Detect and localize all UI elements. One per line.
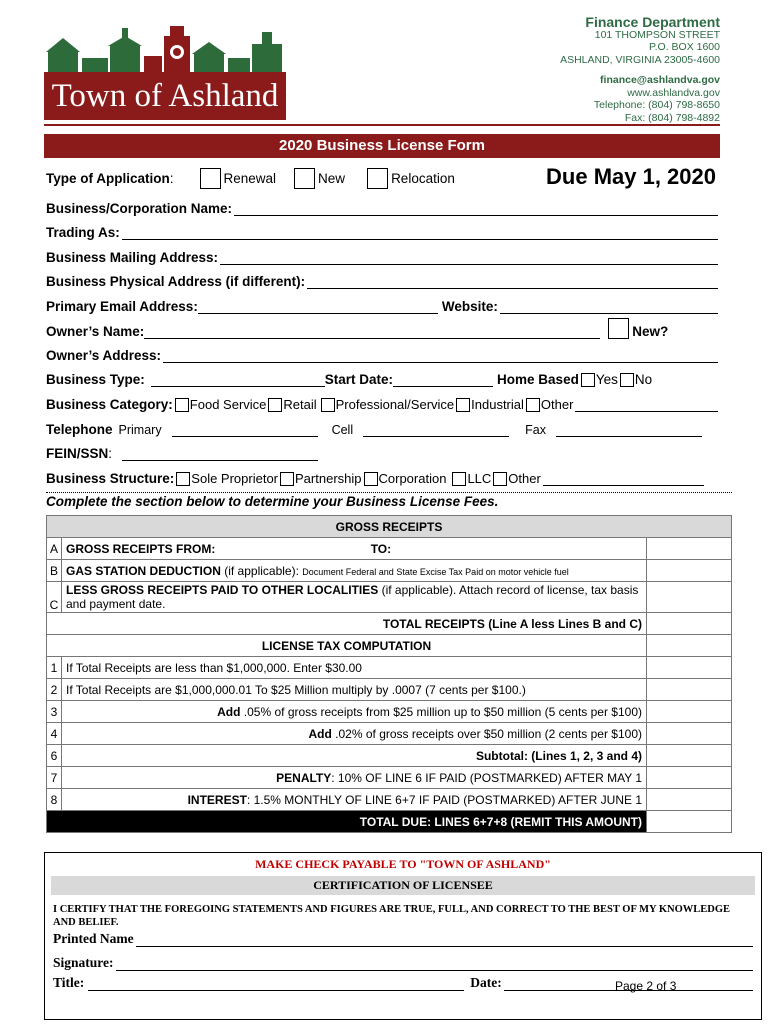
mailing-address-label: Business Mailing Address: xyxy=(46,250,219,265)
trading-as-label: Trading As: xyxy=(46,225,120,240)
other-category-checkbox[interactable] xyxy=(526,398,540,412)
line-2-text: If Total Receipts are $1,000,000.01 To $25 Million multiply by .0007 (7 cents per $100.) xyxy=(62,679,647,701)
retail-checkbox[interactable] xyxy=(268,398,282,412)
llc-label: LLC xyxy=(467,471,492,486)
line-a-amount[interactable] xyxy=(647,538,732,560)
email-field[interactable] xyxy=(198,299,438,314)
row-number: 4 xyxy=(47,723,62,745)
table-row xyxy=(47,657,732,679)
gas-station-cell xyxy=(62,560,647,582)
total-due-amount[interactable] xyxy=(647,811,732,833)
table-row xyxy=(47,560,732,582)
other-structure-checkbox[interactable] xyxy=(493,472,507,486)
line-1-amount[interactable] xyxy=(647,657,732,679)
sole-proprietor-checkbox[interactable] xyxy=(176,472,190,486)
row-number: 7 xyxy=(47,767,62,789)
professional-checkbox[interactable] xyxy=(321,398,335,412)
table-row xyxy=(47,745,732,767)
gross-receipts-from-label: GROSS RECEIPTS FROM: xyxy=(66,541,216,556)
line-4-amount[interactable] xyxy=(647,723,732,745)
total-due-label: TOTAL DUE: LINES 6+7+8 (REMIT THIS AMOUNT) xyxy=(47,811,647,833)
mailing-address-field[interactable] xyxy=(220,250,718,265)
table-row xyxy=(47,679,732,701)
owner-name-label: Owner’s Name: xyxy=(46,324,145,339)
row-number: C xyxy=(47,582,62,613)
industrial-checkbox[interactable] xyxy=(456,398,470,412)
printed-name-row xyxy=(53,931,753,947)
relocation-checkbox[interactable] xyxy=(367,168,388,189)
food-service-checkbox[interactable] xyxy=(175,398,189,412)
business-name-row xyxy=(46,196,718,216)
town-logo xyxy=(44,22,286,120)
table-row xyxy=(47,723,732,745)
telephone-row xyxy=(46,417,718,437)
penalty-cell xyxy=(62,767,647,789)
email-website-row xyxy=(46,294,718,314)
table-row xyxy=(47,789,732,811)
certification-header: CERTIFICATION OF LICENSEE xyxy=(51,876,755,895)
penalty-label: PENALTY xyxy=(276,770,332,785)
corporation-label: Corporation xyxy=(378,471,447,486)
owner-new-label: New? xyxy=(632,324,669,339)
title-label: Title: xyxy=(53,975,85,990)
start-date-field[interactable] xyxy=(393,372,493,387)
dotted-divider xyxy=(46,492,732,493)
gas-station-paren: (if applicable): xyxy=(220,563,303,578)
business-name-label: Business/Corporation Name: xyxy=(46,201,233,216)
subtotal-label: Subtotal: (Lines 1, 2, 3 and 4) xyxy=(62,745,647,767)
fax-label: Fax xyxy=(525,423,546,437)
owner-address-field[interactable] xyxy=(163,348,718,363)
business-type-field[interactable] xyxy=(151,372,325,387)
penalty-text: : 10% OF LINE 6 IF PAID (POSTMARKED) AFTER MAY 1 xyxy=(331,770,642,785)
license-tax-header: LICENSE TAX COMPUTATION xyxy=(47,635,647,657)
form-title: 2020 Business License Form xyxy=(44,134,720,158)
other-localities-cell xyxy=(62,582,647,613)
professional-label: Professional/Service xyxy=(335,397,455,412)
contact-telephone: Telephone: (804) 798-8650 xyxy=(593,99,720,111)
trading-as-row xyxy=(46,220,718,240)
line-3-cell xyxy=(62,701,647,723)
yes-label: Yes xyxy=(595,372,618,387)
owner-address-row xyxy=(46,343,718,363)
gross-receipts-to-label: TO: xyxy=(370,541,392,556)
relocation-label: Relocation xyxy=(391,170,455,186)
table-row xyxy=(47,767,732,789)
line-2-amount[interactable] xyxy=(647,679,732,701)
fax-field[interactable] xyxy=(556,422,702,437)
address-line-2: P.O. BOX 1600 xyxy=(648,41,720,53)
cell-phone-field[interactable] xyxy=(363,422,509,437)
website-label: Website: xyxy=(441,299,498,314)
renewal-label: Renewal xyxy=(223,170,277,186)
category-label: Business Category: xyxy=(46,397,173,412)
partnership-checkbox[interactable] xyxy=(280,472,294,486)
primary-label: Primary xyxy=(118,423,162,437)
fein-field[interactable] xyxy=(122,446,318,461)
table-row xyxy=(47,701,732,723)
line-7-amount[interactable] xyxy=(647,767,732,789)
gross-receipts-header-row xyxy=(47,516,732,538)
email-label: Primary Email Address: xyxy=(46,299,198,314)
logo-text: Town of Ashland xyxy=(44,72,286,120)
tax-header-row xyxy=(47,635,732,657)
interest-text: : 1.5% MONTHLY OF LINE 6+7 IF PAID (POSTMARKED) AFTER JUNE 1 xyxy=(246,792,642,807)
physical-address-row xyxy=(46,269,718,289)
signature-label: Signature: xyxy=(53,955,114,970)
contact-email[interactable]: finance@ashlandva.gov xyxy=(600,74,720,86)
line-4-cell xyxy=(62,723,647,745)
line-8-amount[interactable] xyxy=(647,789,732,811)
fein-label: FEIN/SSN xyxy=(46,446,109,461)
owner-name-row xyxy=(46,317,718,339)
website-field[interactable] xyxy=(500,299,718,314)
fees-instruction: Complete the section below to determine your Business License Fees. xyxy=(46,494,499,509)
department-name: Finance Department xyxy=(585,14,720,30)
business-type-label: Business Type: xyxy=(46,372,145,387)
contact-fax: Fax: (804) 798-4892 xyxy=(624,111,720,124)
due-date: Due May 1, 2020 xyxy=(546,164,716,189)
row-number: 1 xyxy=(47,657,62,679)
signature-field[interactable] xyxy=(116,956,753,971)
other-localities-label: LESS GROSS RECEIPTS PAID TO OTHER LOCALITIES xyxy=(66,583,379,597)
line-6-amount[interactable] xyxy=(647,745,732,767)
llc-checkbox[interactable] xyxy=(452,472,466,486)
line-1-text: If Total Receipts are less than $1,000,000. Enter $30.00 xyxy=(62,657,647,679)
type-label: Type of Application xyxy=(46,170,170,186)
line-3-add: Add xyxy=(217,704,241,719)
row-number: 3 xyxy=(47,701,62,723)
address-line-1: 101 THOMPSON STREET xyxy=(594,28,720,41)
row-number: A xyxy=(47,538,62,560)
finance-header xyxy=(560,16,720,124)
owner-new-checkbox[interactable] xyxy=(608,318,629,339)
other-structure-field[interactable] xyxy=(543,471,704,486)
fees-table xyxy=(46,515,732,833)
primary-phone-field[interactable] xyxy=(172,422,318,437)
row-number: 8 xyxy=(47,789,62,811)
trading-as-field[interactable] xyxy=(122,225,718,240)
other-category-label: Other xyxy=(540,397,574,412)
total-due-row xyxy=(47,811,732,833)
contact-website[interactable]: www.ashlandva.gov xyxy=(627,86,720,99)
physical-address-label: Business Physical Address (if different): xyxy=(46,274,306,289)
table-row xyxy=(47,582,732,613)
business-type-row xyxy=(46,367,718,387)
town-skyline-icon xyxy=(44,22,286,74)
row-number: B xyxy=(47,560,62,582)
home-based-yes-checkbox[interactable] xyxy=(581,373,595,387)
renewal-checkbox[interactable] xyxy=(200,168,221,189)
total-receipts-amount[interactable] xyxy=(647,613,732,635)
mailing-address-row xyxy=(46,245,718,265)
line-3-amount[interactable] xyxy=(647,701,732,723)
fein-row xyxy=(46,441,718,461)
payable-note: MAKE CHECK PAYABLE TO "TOWN OF ASHLAND" xyxy=(255,857,551,871)
start-date-label: Start Date: xyxy=(324,372,394,387)
other-category-field[interactable] xyxy=(575,397,718,412)
business-name-field[interactable] xyxy=(234,201,718,216)
line-4-text: .02% of gross receipts over $50 million (2 cents per $100) xyxy=(331,726,642,741)
food-service-label: Food Service xyxy=(189,397,267,412)
line-4-add: Add xyxy=(308,726,332,741)
printed-name-label: Printed Name xyxy=(53,931,134,946)
gross-receipts-from-cell xyxy=(62,538,647,560)
printed-name-field[interactable] xyxy=(136,932,753,947)
certification-statement: I CERTIFY THAT THE FOREGOING STATEMENTS AND FIGURES ARE TRUE, FULL, AND CORRECT TO THE BEST OF MY KNOWLEDGE AND BELIEF. xyxy=(53,904,731,928)
table-row xyxy=(47,613,732,635)
signature-row xyxy=(53,955,753,971)
gas-station-note: Document Federal and State Excise Tax Paid on motor vehicle fuel xyxy=(302,566,569,577)
new-checkbox[interactable] xyxy=(294,168,315,189)
owner-name-field[interactable] xyxy=(144,324,600,339)
new-label: New xyxy=(318,170,346,186)
structure-label: Business Structure: xyxy=(46,471,175,486)
line-c-amount[interactable] xyxy=(647,582,732,613)
owner-address-label: Owner’s Address: xyxy=(46,348,162,363)
title-field[interactable] xyxy=(88,976,464,991)
header-divider xyxy=(44,124,720,126)
date-label: Date: xyxy=(470,975,502,990)
business-category-row xyxy=(46,392,718,412)
page-number: Page 2 of 3 xyxy=(615,979,677,993)
address-line-3: ASHLAND, VIRGINIA 23005-4600 xyxy=(560,53,720,66)
interest-cell xyxy=(62,789,647,811)
retail-label: Retail xyxy=(283,397,317,412)
interest-label: INTEREST xyxy=(187,792,247,807)
physical-address-field[interactable] xyxy=(307,274,718,289)
other-localities-note: (if applicable). Attach record of license, tax basis and payment date. xyxy=(66,583,639,611)
total-receipts-label: TOTAL RECEIPTS (Line A less Lines B and C) xyxy=(62,613,647,635)
table-row xyxy=(47,538,732,560)
other-structure-label: Other xyxy=(508,471,541,486)
line-b-amount[interactable] xyxy=(647,560,732,582)
no-label: No xyxy=(634,372,653,387)
home-based-no-checkbox[interactable] xyxy=(620,373,634,387)
type-colon: : xyxy=(169,170,174,186)
gross-receipts-header: GROSS RECEIPTS xyxy=(47,516,732,538)
telephone-label: Telephone xyxy=(46,422,113,437)
certification-box xyxy=(44,852,762,1020)
home-based-label: Home Based xyxy=(497,372,579,387)
corporation-checkbox[interactable] xyxy=(364,472,378,486)
row-number: 2 xyxy=(47,679,62,701)
partnership-label: Partnership xyxy=(295,471,362,486)
row-number: 6 xyxy=(47,745,62,767)
fein-colon: : xyxy=(108,446,113,461)
business-structure-row xyxy=(46,466,718,486)
cell-label: Cell xyxy=(331,423,354,437)
industrial-label: Industrial xyxy=(471,397,524,412)
gas-station-label: GAS STATION DEDUCTION xyxy=(66,563,221,578)
sole-proprietor-label: Sole Proprietor xyxy=(191,471,279,486)
line-3-text: .05% of gross receipts from $25 million up to $50 million (5 cents per $100) xyxy=(240,704,642,719)
